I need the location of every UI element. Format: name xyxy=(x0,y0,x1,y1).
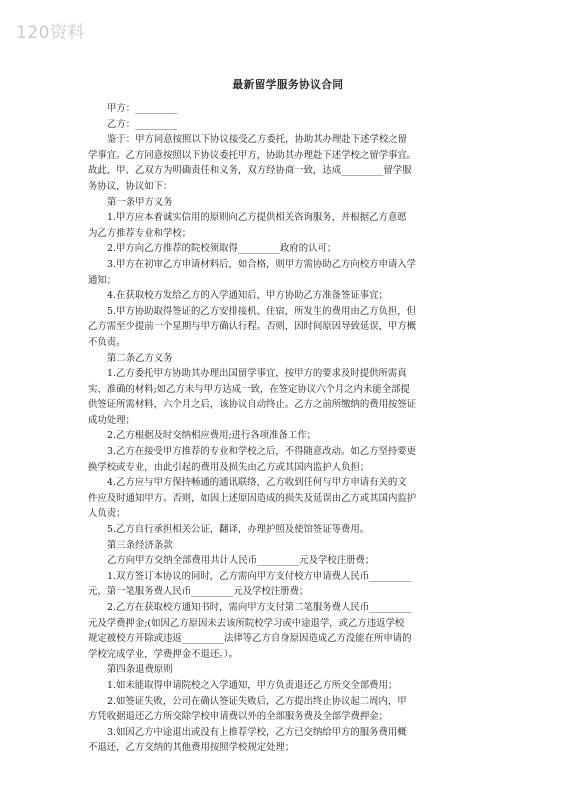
text-line: 成功处理； xyxy=(88,414,135,426)
text-line: 不退还，乙方交纳的其他费用按照学校规定处理； xyxy=(88,742,295,754)
document-title: 最新留学服务协议合同 xyxy=(232,79,344,91)
text-line: 3.如因乙方中途退出或没有上推荐学校，乙方已交纳给甲方的服务费用概 xyxy=(107,726,407,738)
text-line: 第三条经济条款 xyxy=(107,539,173,551)
text-line: 元，第一笔服务费人民币_________元及学校注册费； xyxy=(88,586,309,598)
text-line: 学校完成学业，学费押金不退还。）。 xyxy=(88,648,238,660)
text-line: 件应及时通知甲方。否则，如因上述原因造成的损失及延误由乙方或其国内监护 xyxy=(88,492,417,504)
text-line: 乙方向甲方交纳全部费用共计人民币_________元及学校注册费； xyxy=(107,555,375,567)
text-line: 务协议，协议如下： xyxy=(88,180,173,192)
text-line: 不负责。 xyxy=(88,336,126,348)
text-line: 方凭收据退还乙方所交除学校申请费以外的全部服务费及全部学费押金； xyxy=(88,711,389,723)
text-line: 3.乙方在接受甲方推荐的专业和学校之后，不得随意改动。如乙方坚持要更 xyxy=(107,446,416,458)
text-line: 5.甲方协助取得签证的乙方安排接机、住宿，所发生的费用由乙方负担，但 xyxy=(107,305,416,317)
text-line: 2.甲方向乙方推荐的院校须取得_________政府的认可； xyxy=(107,243,337,255)
text-line: 1.甲方应本着诚实信用的原则向乙方提供相关咨询服务，并根据乙方意愿 xyxy=(107,212,407,224)
text-line: 人负责； xyxy=(88,508,126,520)
text-line: 乙方需至少提前一个星期与甲方确认行程。否则，因时间原因导致延误，甲方概 xyxy=(88,321,417,333)
text-line: 实、准确的材料;如乙方未与甲方达成一致，在签定协议六个月之内未能全部提 xyxy=(88,383,410,395)
text-line: 换学校或专业，由此引起的费用及损失由乙方或其国内监护人负担； xyxy=(88,461,370,473)
text-line: 通知； xyxy=(88,274,117,286)
text-line: 1.如未能取得申请院校之入学通知，甲方负责退还乙方所交全部费用； xyxy=(107,679,398,691)
text-line: 乙方：_________ xyxy=(107,118,178,130)
text-line: 为乙方推荐专业和学校； xyxy=(88,227,192,239)
text-line: 4.在获取校方发给乙方的入学通知后，甲方协助乙方准备签证事宜； xyxy=(107,290,388,302)
text-line: 2.如签证失败，公司在确认签证失败后，乙方提出终止协议起二周内，甲 xyxy=(107,695,407,707)
text-line: 故此，甲、乙双方为明确责任和义务，双方经协商一致，达成_________留学服 xyxy=(88,165,412,177)
text-line: 2.乙方在获取校方通知书时，需向甲方支付第二笔服务费人民币_________ xyxy=(107,602,412,613)
text-line: 甲方：_________ xyxy=(107,103,178,114)
text-line: 2.乙方根据及时交纳相应费用;进行各项准备工作； xyxy=(107,430,316,442)
text-line: 鉴于：甲方同意按照以下协议接受乙方委托，协助其办理赴下述学校之留 xyxy=(107,134,408,146)
text-line: 1.乙方委托甲方协助其办理出国留学事宜，按甲方的要求及时提供所需真 xyxy=(107,368,407,380)
text-line: 第一条甲方义务 xyxy=(107,196,173,208)
document-body xyxy=(88,101,488,756)
text-line: 5.乙方自行承担相关公证，翻译，办理护照及使馆签证等费用。 xyxy=(107,524,370,536)
text-line: 规定被校方开除或违返_________法律等乙方自身原因造成乙方没能在所申请的 xyxy=(88,633,412,645)
text-line: 学事宜。乙方同意按照以下协议委托甲方，协助其办理赴下述学校之留学事宜。 xyxy=(88,149,417,161)
text-line: 第二条乙方义务 xyxy=(107,352,173,364)
text-line: 3.甲方在初审乙方申请材料后，如合格，则甲方需协助乙方向校方申请入学 xyxy=(107,258,416,270)
text-line: 第四条退费原则 xyxy=(107,664,173,676)
watermark-logo: 120资料 xyxy=(16,23,85,43)
text-line: 1.双方签订本协议的同时，乙方需向甲方支付校方申请费人民币_________ xyxy=(107,570,412,582)
text-line: 元及学费押金;(如因乙方原因未去该所院校学习或中途退学，或乙方违返学校 xyxy=(88,617,405,629)
text-line: 4.乙方应与甲方保持畅通的通讯联络，乙方收到任何与甲方申请有关的文 xyxy=(107,477,407,489)
text-line: 供签证所需材料，六个月之后，该协议自动终止。乙方之前所缴纳的费用按签证 xyxy=(88,399,417,411)
